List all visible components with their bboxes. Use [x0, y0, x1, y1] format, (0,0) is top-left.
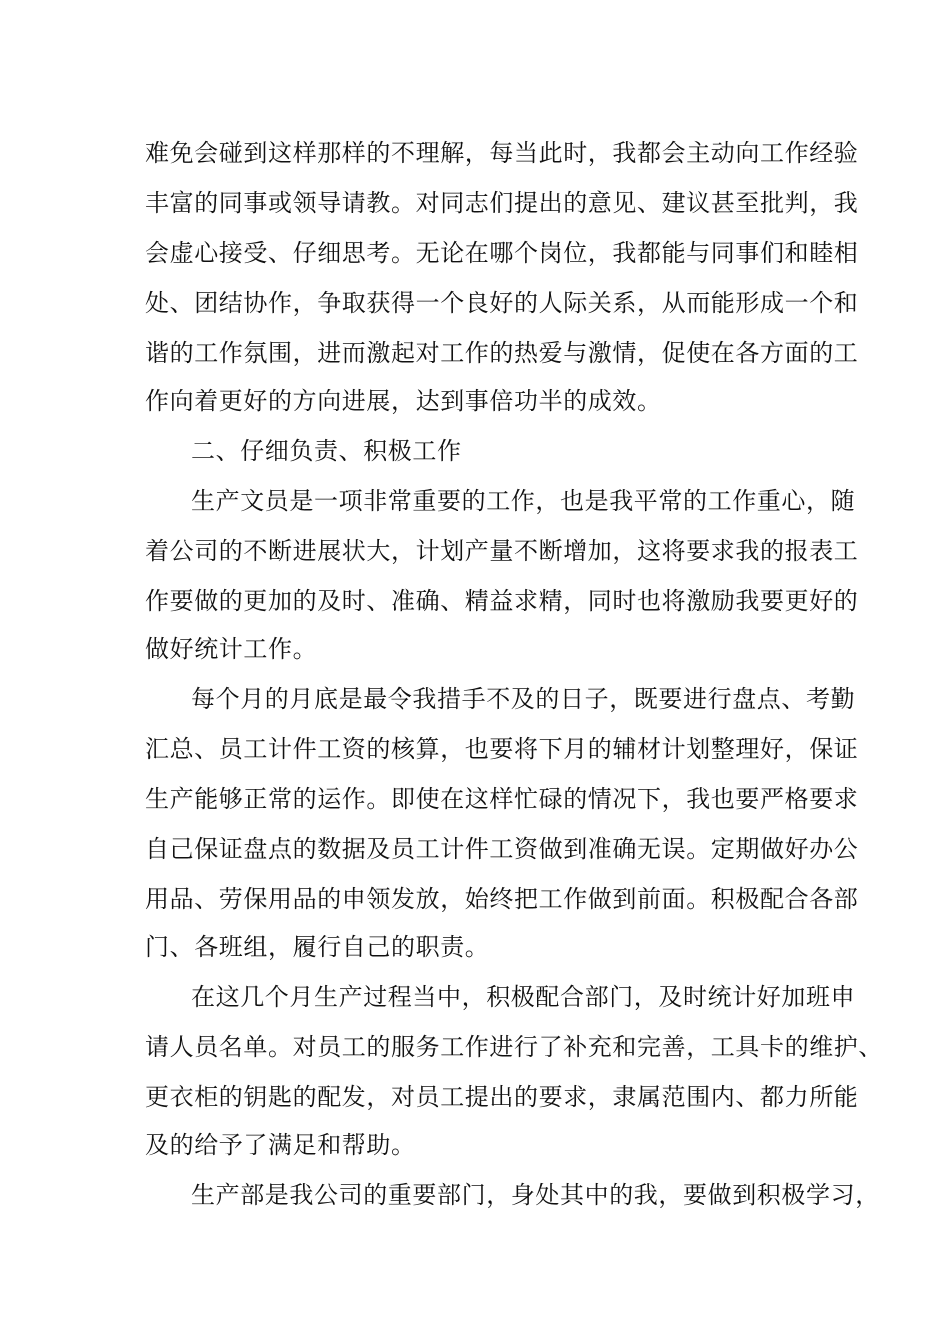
- text-line: 做好统计工作。: [145, 635, 318, 663]
- text-line: 谐的工作氛围，进而激起对工作的热爱与激情，促使在各方面的工: [145, 339, 859, 367]
- text-line: 会虚心接受、仔细思考。无论在哪个岗位，我都能与同事们和睦相: [145, 239, 859, 267]
- text-line: 生产能够正常的运作。即使在这样忙碌的情况下，我也要严格要求: [145, 785, 859, 813]
- text-line: 作向着更好的方向进展，达到事倍功半的成效。: [145, 387, 662, 415]
- text-line: 自己保证盘点的数据及员工计件工资做到准确无误。定期做好办公: [145, 835, 859, 863]
- text-line: 生产部是我公司的重要部门，身处其中的我，要做到积极学习，: [191, 1181, 880, 1209]
- text-line: 门、各班组，履行自己的职责。: [145, 933, 490, 961]
- text-line: 处、团结协作，争取获得一个良好的人际关系，从而能形成一个和: [145, 289, 859, 317]
- text-line: 生产文员是一项非常重要的工作，也是我平常的工作重心，随: [191, 487, 856, 515]
- text-line: 更衣柜的钥匙的配发，对员工提出的要求，隶属范围内、都力所能: [145, 1083, 859, 1111]
- text-line: 在这几个月生产过程当中，积极配合部门，及时统计好加班申: [191, 983, 856, 1011]
- text-line: 及的给予了满足和帮助。: [145, 1131, 416, 1159]
- text-line: 难免会碰到这样那样的不理解，每当此时，我都会主动向工作经验: [145, 139, 859, 167]
- text-line: 作要做的更加的及时、准确、精益求精，同时也将激励我要更好的: [145, 587, 859, 615]
- text-line: 着公司的不断进展状大，计划产量不断增加，这将要求我的报表工: [145, 537, 859, 565]
- text-line: 每个月的月底是最令我措手不及的日子，既要进行盘点、考勤: [191, 685, 856, 713]
- text-line: 汇总、员工计件工资的核算，也要将下月的辅材计划整理好，保证: [145, 735, 859, 763]
- text-line: 用品、劳保用品的申领发放，始终把工作做到前面。积极配合各部: [145, 885, 859, 913]
- section-heading: 二、仔细负责、积极工作: [191, 437, 462, 465]
- text-line: 丰富的同事或领导请教。对同志们提出的意见、建议甚至批判，我: [145, 189, 859, 217]
- text-line: 请人员名单。对员工的服务工作进行了补充和完善，工具卡的维护、: [145, 1033, 883, 1061]
